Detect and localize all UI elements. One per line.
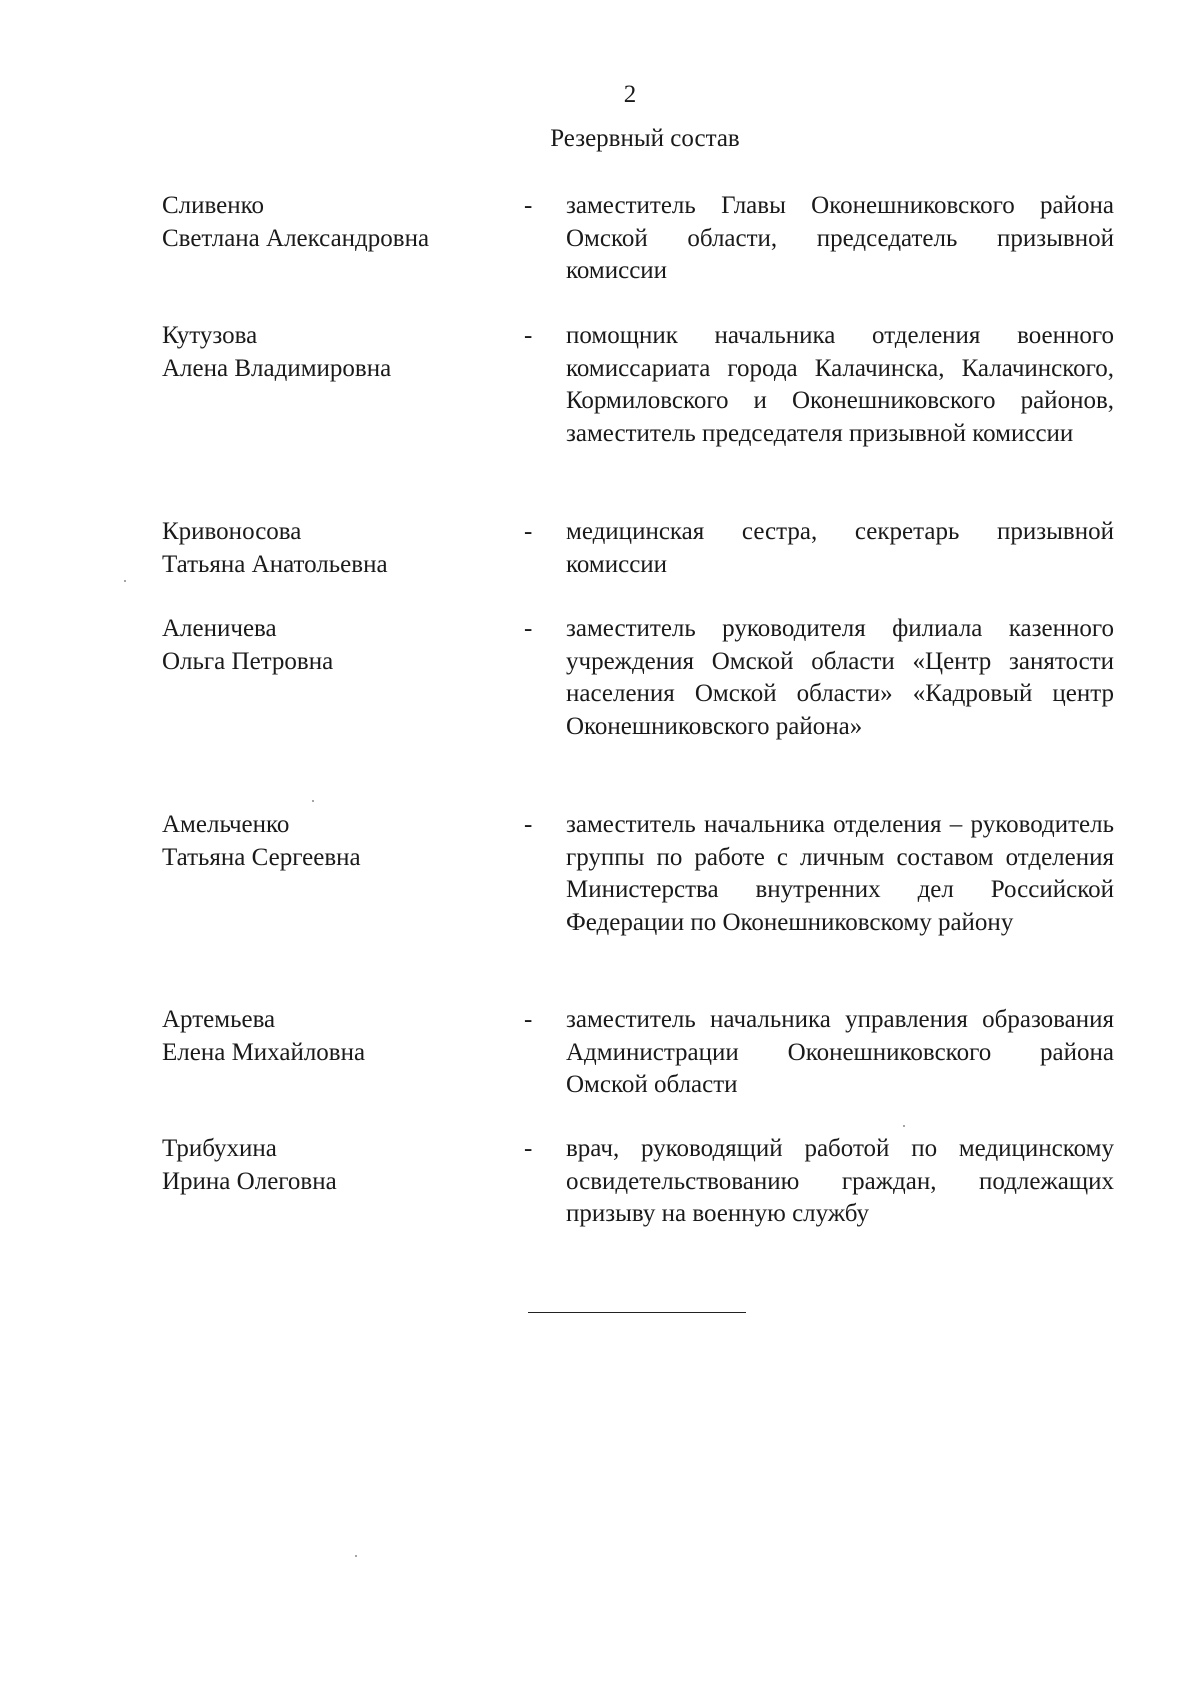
member-surname: Артемьева — [162, 1006, 276, 1033]
member-name — [162, 516, 492, 581]
member-role: заместитель Главы Оконешниковского района Омской области, председатель призывной комиссии — [566, 192, 1114, 284]
member-surname: Аленичева — [162, 615, 277, 642]
member-role: заместитель руководителя филиала казенного учреждения Омской области «Центр занятости населения Омской области» «Кадровый центр Оконешниковского района» — [566, 615, 1114, 740]
member-role: медицинская сестра, секретарь призывной комиссии — [566, 518, 1114, 578]
member-given-names: Светлана Александровна — [162, 224, 430, 252]
member-dash: - — [524, 811, 533, 838]
member-name — [162, 613, 492, 678]
member-role: врач, руководящий работой по медицинскому освидетельствованию граждан, подлежащих призыву на военную службу — [566, 1135, 1114, 1227]
member-role: заместитель начальника отделения – руководитель группы по работе с личным составом отделения Министерства внутренних дел Российской Федерации по Оконешниковскому району — [566, 811, 1114, 936]
scan-speck — [312, 800, 314, 802]
member-role: заместитель начальника управления образования Администрации Оконешниковского района Омской области — [566, 1006, 1114, 1098]
page-number: 2 — [623, 81, 637, 108]
member-surname: Трибухина — [162, 1135, 277, 1162]
member-surname: Амельченко — [162, 811, 290, 838]
member-given-names: Татьяна Сергеевна — [162, 843, 361, 871]
member-dash: - — [524, 615, 533, 642]
scan-speck — [355, 1555, 357, 1557]
member-surname: Сливенко — [162, 192, 265, 219]
member-dash: - — [524, 192, 533, 219]
member-dash: - — [524, 1006, 533, 1033]
member-surname: Кривоносова — [162, 518, 302, 545]
member-given-names: Ирина Олеговна — [162, 1167, 337, 1195]
member-name — [162, 320, 492, 385]
scan-speck — [124, 580, 126, 582]
member-role: помощник начальника отделения военного комиссариата города Калачинска, Калачинского, Кормиловского и Оконешниковского районов, заместитель председателя призывной комиссии — [566, 322, 1114, 447]
member-given-names: Алена Владимировна — [162, 354, 392, 382]
member-name — [162, 190, 492, 255]
member-name — [162, 1133, 492, 1198]
end-of-list-rule — [528, 1312, 746, 1313]
member-given-names: Татьяна Анатольевна — [162, 550, 388, 578]
member-given-names: Елена Михайловна — [162, 1038, 366, 1066]
member-given-names: Ольга Петровна — [162, 647, 334, 675]
member-dash: - — [524, 518, 533, 545]
member-surname: Кутузова — [162, 322, 258, 349]
scan-speck — [903, 1125, 905, 1127]
section-title: Резервный состав — [550, 125, 740, 152]
member-dash: - — [524, 322, 533, 349]
member-name — [162, 809, 492, 874]
member-dash: - — [524, 1135, 533, 1162]
member-name — [162, 1004, 492, 1069]
